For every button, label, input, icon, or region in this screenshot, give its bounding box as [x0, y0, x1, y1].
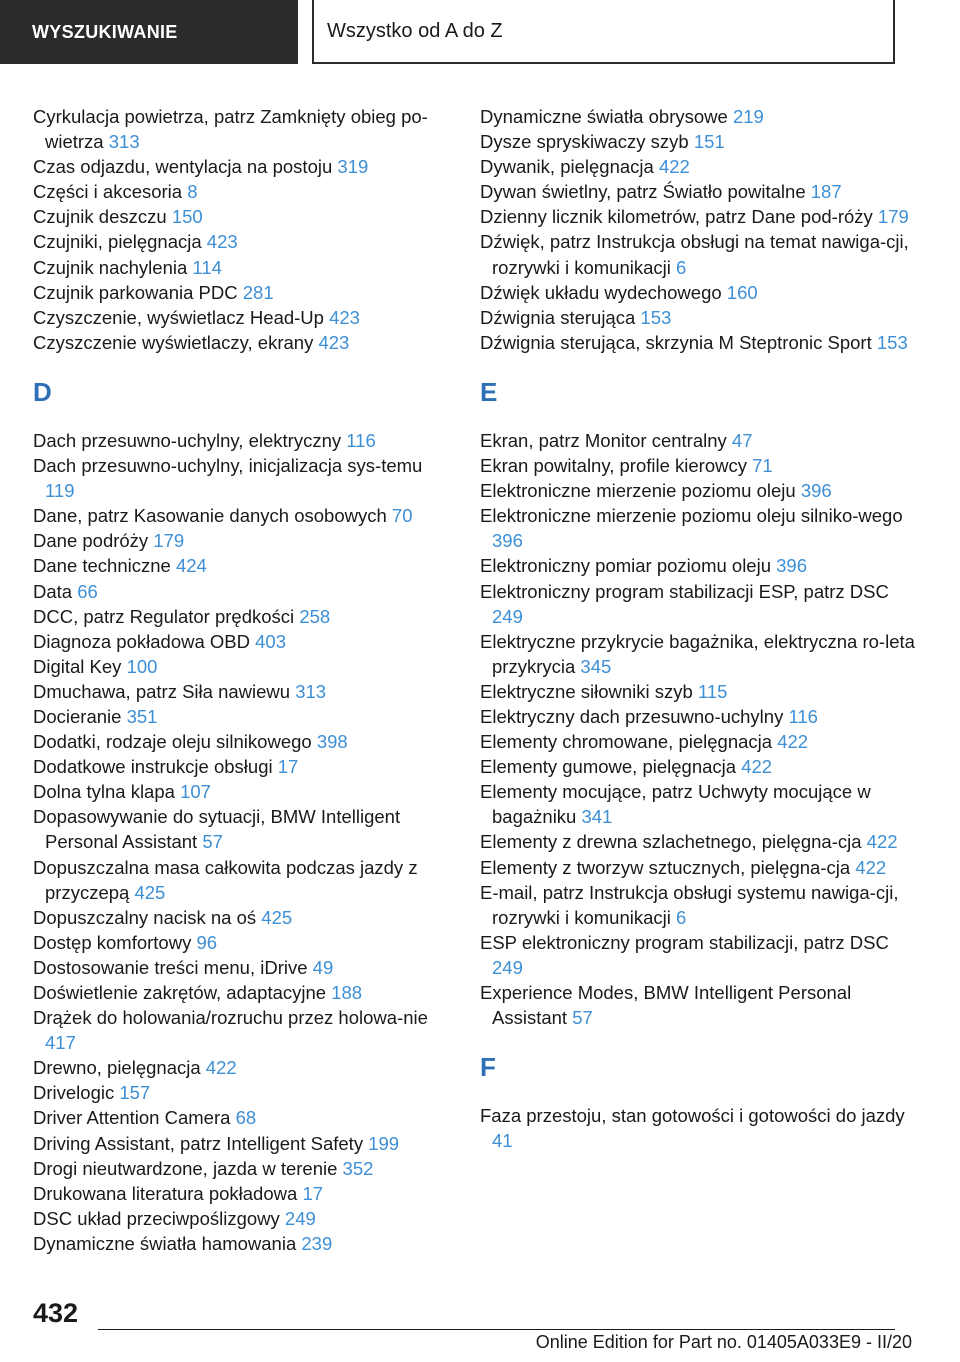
index-entry [33, 1206, 451, 1231]
index-entry [480, 829, 920, 854]
index-entry-text: Cyrkulacja powietrza, patrz Zamknięty obieg po-wietrza [33, 106, 428, 153]
index-entry [33, 553, 451, 578]
index-entry [33, 654, 451, 679]
index-entry [33, 980, 451, 1005]
page-link[interactable]: 100 [126, 655, 158, 677]
index-entry-text: Dynamiczne światła obrysowe [480, 106, 728, 127]
index-entry-text: Dodatkowe instrukcje obsługi [33, 756, 273, 778]
page-link[interactable]: 341 [581, 806, 613, 828]
page-link[interactable]: 68 [235, 1107, 257, 1129]
page-link[interactable]: 188 [331, 982, 363, 1003]
index-entry [480, 453, 920, 478]
index-entry [480, 204, 920, 229]
subsection-title: Wszystko od A do Z [312, 0, 895, 64]
index-entry [33, 1005, 451, 1055]
index-entry-text: Driver Attention Camera [33, 1107, 231, 1129]
index-entry [480, 579, 920, 629]
index-entry [480, 779, 920, 829]
page-link[interactable]: 422 [866, 831, 898, 853]
index-entry-text: Elektroniczny program stabilizacji ESP, patrz DSC [480, 580, 889, 602]
page-link[interactable]: 239 [301, 1232, 333, 1254]
index-entry [33, 754, 451, 779]
index-entry-text: Docieranie [33, 705, 122, 727]
page-link[interactable]: 6 [676, 256, 687, 278]
page-link[interactable]: 352 [342, 1157, 374, 1179]
index-entry-text: DCC, patrz Regulator prędkości [33, 605, 295, 627]
index-entry-text: Dmuchawa, patrz Siła nawiewu [33, 680, 291, 702]
index-column-left [33, 104, 451, 1256]
index-entry [480, 503, 920, 553]
page-link[interactable]: 249 [492, 956, 523, 978]
index-entry [33, 179, 451, 204]
page-link[interactable]: 17 [277, 756, 299, 778]
index-entry-text: Dopuszczalna masa całkowita podczas jazdy z przyczepą [33, 856, 418, 903]
page-link[interactable]: 107 [180, 781, 211, 803]
index-entry-text: Czujnik deszczu [33, 206, 167, 228]
page-link[interactable]: 423 [318, 331, 350, 353]
index-entry-text: Dźwignia sterująca, skrzynia M Steptronic Sport [480, 331, 872, 353]
page-link[interactable]: 96 [196, 931, 218, 953]
index-entry [33, 104, 451, 154]
index-entry [480, 1103, 920, 1153]
index-entry [480, 428, 920, 453]
index-entry-text: Elementy gumowe, pielęgnacja [480, 756, 737, 778]
index-entry [33, 1181, 451, 1206]
index-entry-text: Czas odjazdu, wentylacja na postoju [33, 156, 333, 178]
index-entry [480, 880, 920, 930]
index-entry [33, 955, 451, 980]
index-entry [33, 1105, 451, 1130]
page-link[interactable]: 396 [776, 555, 808, 577]
page-link[interactable]: 199 [368, 1132, 400, 1154]
index-entry [33, 528, 451, 553]
page-link[interactable]: 157 [119, 1082, 151, 1104]
index-entry-text: Drogi nieutwardzone, jazda w terenie [33, 1157, 338, 1179]
page-link[interactable]: 151 [693, 131, 725, 153]
page-link[interactable]: 6 [676, 906, 687, 928]
page-link[interactable]: 17 [302, 1182, 324, 1204]
index-entry-text: Ekran, patrz Monitor centralny [480, 429, 727, 451]
page-link[interactable]: 281 [242, 281, 274, 303]
index-entry-text: Dywan świetlny, patrz Światło powitalne [480, 181, 806, 203]
page-link[interactable]: 116 [346, 429, 376, 451]
index-entry [480, 754, 920, 779]
page-link[interactable]: 219 [732, 106, 764, 127]
index-entry [33, 855, 451, 905]
page-link[interactable]: 313 [295, 680, 327, 702]
index-entry-text: Driving Assistant, patrz Intelligent Safety [33, 1132, 364, 1154]
index-entry-text: Diagnoza pokładowa OBD [33, 630, 250, 652]
index-entry [33, 229, 451, 254]
edition-info: Online Edition for Part no. 01405A033E9 - II/20 [535, 1332, 912, 1352]
index-entry-text: ESP elektroniczny program stabilizacji, patrz DSC [480, 931, 889, 953]
index-entry-text: Experience Modes, BMW Intelligent Personal Assistant [480, 982, 852, 1029]
page-link[interactable]: 396 [492, 530, 523, 552]
index-entry-text: Ekran powitalny, profile kierowcy [480, 455, 747, 477]
footer-divider [98, 1329, 895, 1330]
section-tab: WYSZUKIWANIE [0, 0, 298, 64]
index-entry [480, 478, 920, 503]
index-entry-text: Czujnik parkowania PDC [33, 281, 238, 303]
index-entry-text: Dostęp komfortowy [33, 931, 192, 953]
index-entry-text: Dopuszczalny nacisk na oś [33, 906, 257, 928]
index-entry-text: Dostosowanie treści menu, iDrive [33, 956, 308, 978]
index-entry-text: Dzienny licznik kilometrów, patrz Dane pod-róży [480, 206, 873, 228]
page-link[interactable]: 351 [126, 705, 158, 727]
page-link[interactable]: 179 [877, 206, 909, 228]
page-link[interactable]: 422 [741, 756, 773, 778]
page-link[interactable]: 422 [205, 1057, 237, 1079]
index-entry-text: Doświetlenie zakrętów, adaptacyjne [33, 982, 327, 1003]
index-entry [33, 704, 451, 729]
index-entry-text: Elektroniczny pomiar poziomu oleju [480, 555, 771, 577]
index-letter-heading: D [33, 376, 52, 407]
index-entry [33, 255, 451, 280]
index-entry [480, 679, 920, 704]
index-entry [33, 1131, 451, 1156]
index-entry [33, 1080, 451, 1105]
page-link[interactable]: 49 [312, 956, 334, 978]
index-entry-text: Dźwięk układu wydechowego [480, 281, 722, 303]
page-link[interactable]: 160 [726, 281, 758, 303]
index-entry [33, 579, 451, 604]
index-entry [480, 179, 920, 204]
page-link[interactable]: 150 [171, 206, 203, 228]
index-entry [480, 930, 920, 980]
page-link[interactable]: 57 [572, 1007, 593, 1029]
index-letter-heading: F [480, 1052, 496, 1083]
page-link[interactable]: 116 [788, 705, 818, 727]
index-entry-text: Dolna tylna klapa [33, 781, 175, 803]
page-link[interactable]: 8 [187, 181, 198, 203]
index-entry [480, 553, 920, 578]
index-entry-text: Dane, patrz Kasowanie danych osobowych [33, 505, 387, 527]
page-number: 432 [33, 1298, 79, 1328]
index-entry [33, 804, 451, 854]
index-entry-text: Elektroniczne mierzenie poziomu oleju [480, 480, 796, 502]
index-entry [33, 679, 451, 704]
index-entry [480, 855, 920, 880]
index-entry [33, 428, 451, 453]
page-link[interactable]: 422 [658, 156, 690, 178]
index-entry [33, 930, 451, 955]
page-link[interactable]: 319 [337, 156, 369, 178]
index-entry [33, 330, 451, 355]
page-link[interactable]: 115 [697, 680, 728, 702]
index-entry-text: Czujnik nachylenia [33, 256, 188, 278]
index-entry-text: Dźwięk, patrz Instrukcja obsługi na temat nawiga-cji, rozrywki i komunikacji [480, 231, 909, 278]
index-entry [33, 604, 451, 629]
index-entry-text: Elektryczne siłowniki szyb [480, 680, 693, 702]
index-entry-text: Digital Key [33, 655, 122, 677]
page-link[interactable]: 47 [731, 429, 753, 451]
index-entry [480, 305, 920, 330]
page-link[interactable]: 398 [316, 731, 348, 753]
index-entry [480, 280, 920, 305]
index-entry [33, 154, 451, 179]
index-entry [480, 729, 920, 754]
index-entry-text: E-mail, patrz Instrukcja obsługi systemu nawiga-cji, rozrywki i komunikacji [480, 881, 899, 928]
index-entry [480, 704, 920, 729]
index-entry [33, 204, 451, 229]
page-link[interactable]: 396 [800, 480, 832, 502]
page-link[interactable]: 425 [134, 881, 166, 903]
page-link[interactable]: 114 [192, 256, 222, 278]
page-link[interactable]: 57 [202, 831, 223, 853]
index-entry [480, 229, 920, 279]
page-link[interactable]: 249 [284, 1207, 316, 1229]
index-entry [480, 129, 920, 154]
index-entry-text: Dach przesuwno-uchylny, inicjalizacja sys-temu [33, 455, 423, 477]
page-link[interactable]: 422 [777, 731, 809, 753]
index-entry-text: Elektroniczne mierzenie poziomu oleju silniko-wego [480, 505, 903, 527]
index-entry [480, 330, 920, 355]
page-link[interactable]: 66 [77, 580, 98, 602]
index-entry-text: Dysze spryskiwaczy szyb [480, 131, 689, 153]
page-link[interactable]: 345 [580, 655, 612, 677]
index-entry-text: Części i akcesoria [33, 181, 183, 203]
index-entry [33, 503, 451, 528]
page-link[interactable]: 423 [206, 231, 238, 253]
index-entry-text: Dane techniczne [33, 555, 171, 577]
page-link[interactable]: 153 [640, 306, 672, 328]
index-entry [480, 154, 920, 179]
index-entry [33, 779, 451, 804]
index-entry-text: Dywanik, pielęgnacja [480, 156, 654, 178]
index-entry [480, 980, 920, 1030]
index-entry-text: Dźwignia sterująca [480, 306, 636, 328]
index-entry [33, 280, 451, 305]
index-entry [33, 1231, 451, 1256]
index-entry-text: Czyszczenie wyświetlaczy, ekrany [33, 331, 314, 353]
page-link[interactable]: 153 [876, 331, 908, 353]
page-header [0, 0, 960, 66]
page-link[interactable]: 187 [810, 181, 842, 203]
index-entry-text: Data [33, 580, 73, 602]
index-entry-text: Elektryczny dach przesuwno-uchylny [480, 705, 784, 727]
index-entry-text: Drewno, pielęgnacja [33, 1057, 201, 1079]
index-letter-heading: E [480, 376, 498, 407]
index-entry [33, 1055, 451, 1080]
index-entry-text: Elektryczne przykrycie bagażnika, elektryczna ro-leta przykrycia [480, 630, 915, 677]
index-entry-text: Dopasowywanie do sytuacji, BMW Intelligent Personal Assistant [33, 806, 401, 853]
index-entry-text: Dodatki, rodzaje oleju silnikowego [33, 731, 312, 753]
index-entry [33, 629, 451, 654]
index-entry [33, 453, 451, 503]
page-link[interactable]: 422 [855, 856, 887, 878]
page-link[interactable]: 70 [391, 505, 413, 527]
index-entry-text: Elementy mocujące, patrz Uchwyty mocujące w bagażniku [480, 781, 871, 828]
index-entry-text: DSC układ przeciwpoślizgowy [33, 1207, 280, 1229]
index-entry-text: Dane podróży [33, 530, 149, 552]
page-link[interactable]: 179 [153, 530, 185, 552]
index-entry-text: Faza przestoju, stan gotowości i gotowości do jazdy [480, 1105, 905, 1127]
page-link[interactable]: 403 [255, 630, 287, 652]
index-entry [33, 305, 451, 330]
page-link[interactable]: 119 [45, 480, 75, 502]
index-entry-text: Drukowana literatura pokładowa [33, 1182, 298, 1204]
page-link[interactable]: 424 [175, 555, 207, 577]
index-entry-text: Drążek do holowania/rozruchu przez holowa-nie [33, 1007, 428, 1029]
index-entry-text: Czyszczenie, wyświetlacz Head-Up [33, 306, 324, 328]
index-entry [33, 1156, 451, 1181]
page-link[interactable]: 41 [492, 1130, 513, 1152]
index-entry [480, 629, 920, 679]
page-link[interactable]: 249 [492, 605, 523, 627]
index-entry-text: Elementy chromowane, pielęgnacja [480, 731, 773, 753]
page-link[interactable]: 313 [108, 131, 140, 153]
index-entry [33, 905, 451, 930]
index-entry-text: Elementy z tworzyw sztucznych, pielęgna-cja [480, 856, 851, 878]
index-entry [480, 104, 920, 129]
index-entry [33, 729, 451, 754]
page-link[interactable]: 258 [299, 605, 331, 627]
index-entry-text: Dach przesuwno-uchylny, elektryczny [33, 429, 342, 451]
index-entry-text: Dynamiczne światła hamowania [33, 1232, 297, 1254]
index-entry-text: Czujniki, pielęgnacja [33, 231, 202, 253]
index-column-right [480, 104, 920, 1153]
page-link[interactable]: 423 [329, 306, 360, 328]
page-link[interactable]: 425 [261, 906, 293, 928]
index-entry-text: Drivelogic [33, 1082, 115, 1104]
index-entry-text: Elementy z drewna szlachetnego, pielęgna-cja [480, 831, 862, 853]
page-link[interactable]: 417 [45, 1032, 76, 1054]
page-link[interactable]: 71 [752, 455, 773, 477]
